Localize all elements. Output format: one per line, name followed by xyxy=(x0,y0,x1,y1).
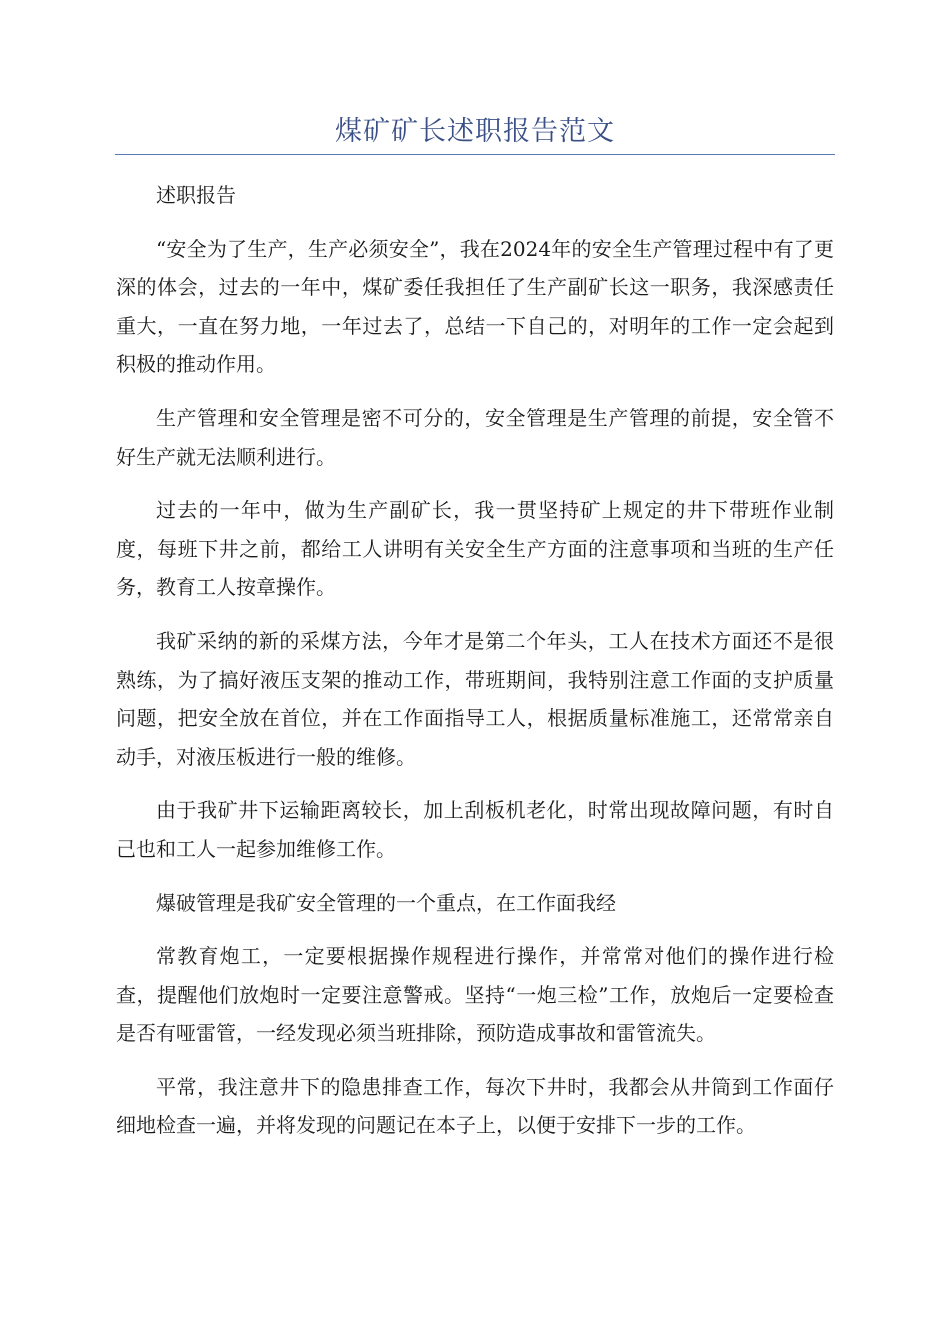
paragraph: 爆破管理是我矿安全管理的一个重点，在工作面我经 xyxy=(156,890,616,915)
document-body xyxy=(116,176,834,1160)
document-title: 煤矿矿长述职报告范文 xyxy=(335,116,615,147)
paragraph: “安全为了生产，生产必须安全”，我在2024年的安全生产管理过程中有了更深的体会，过去的一年中，煤矿委任我担任了生产副矿长这一职务，我深感责任重大，一直在努力地，一年过去了，总结一下自己的，对明年的工作一定会起到积极的推动作用。 xyxy=(116,236,834,377)
paragraph: 过去的一年中，做为生产副矿长，我一贯坚持矿上规定的井下带班作业制度，每班下井之前，都给工人讲明有关安全生产方面的注意事项和当班的生产任务，教育工人按章操作。 xyxy=(116,498,834,600)
paragraph: 述职报告 xyxy=(156,183,236,207)
paragraph: 我矿采纳的新的采煤方法，今年才是第二个年头，工人在技术方面还不是很熟练，为了搞好液压支架的推动工作，带班期间，我特别注意工作面的支护质量问题，把安全放在首位，并在工作面指导工人，根据质量标准施工，还常常亲自动手，对液压板进行一般的维修。 xyxy=(116,628,834,769)
paragraph: 生产管理和安全管理是密不可分的，安全管理是生产管理的前提，安全管不好生产就无法顺利进行。 xyxy=(116,405,834,469)
paragraph: 由于我矿井下运输距离较长，加上刮板机老化，时常出现故障问题，有时自己也和工人一起参加维修工作。 xyxy=(116,798,834,861)
paragraph: 平常，我注意井下的隐患排查工作，每次下井时，我都会从井筒到工作面仔细地检查一遍，并将发现的问题记在本子上，以便于安排下一步的工作。 xyxy=(116,1074,834,1138)
title-underline xyxy=(115,154,835,155)
paragraph: 常教育炮工，一定要根据操作规程进行操作，并常常对他们的操作进行检查，提醒他们放炮时一定要注意警戒。坚持“一炮三检”工作，放炮后一定要检查是否有哑雷管，一经发现必须当班排除，预防造成事故和雷管流失。 xyxy=(116,944,834,1046)
